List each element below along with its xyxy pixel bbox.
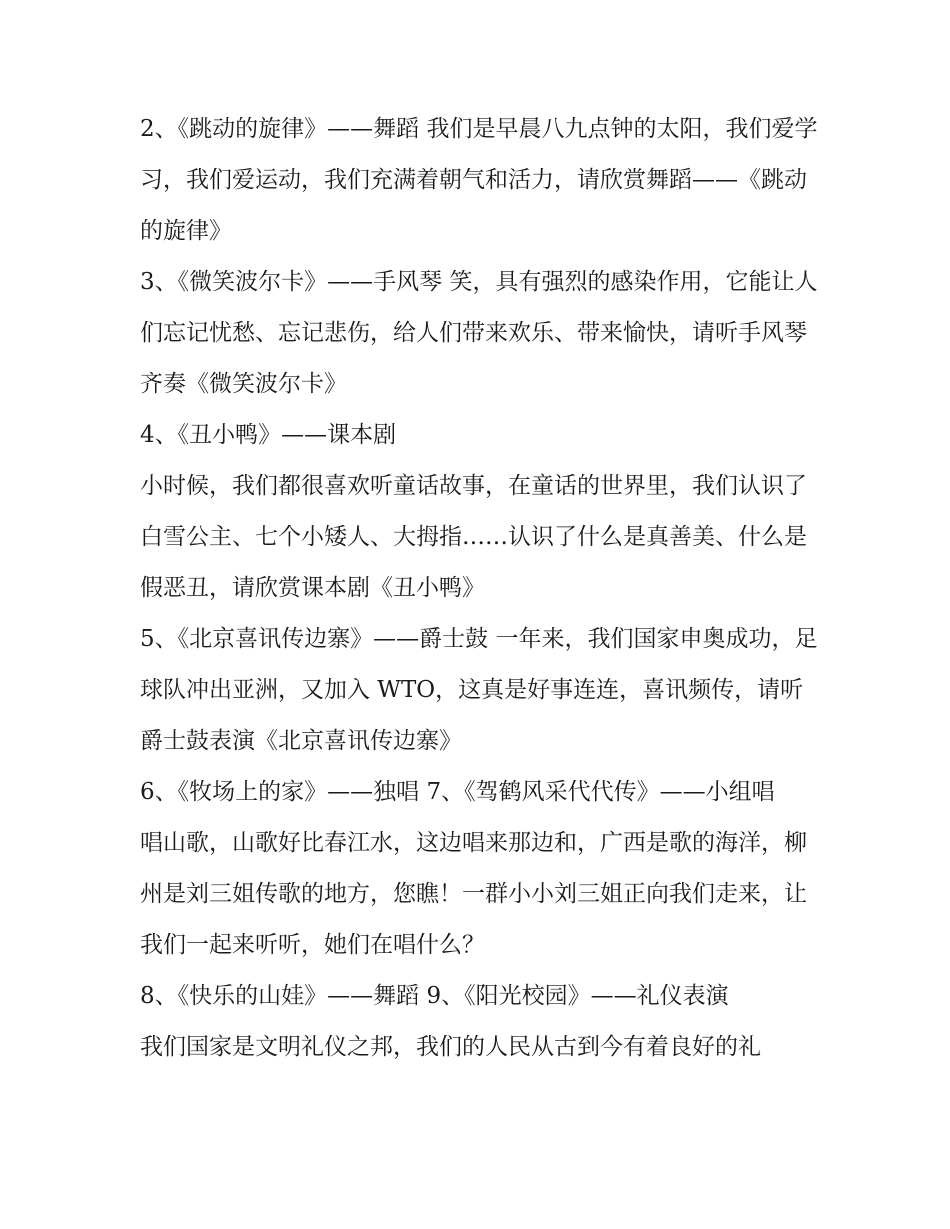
paragraph-dance-rhythm: 2、《跳动的旋律》——舞蹈 我们是早晨八九点钟的太阳，我们爱学习，我们爱运动，我们充满着朝气和活力，请欣赏舞蹈——《跳动的旋律》 xyxy=(140,116,818,244)
paragraph-folk-song-intro: 唱山歌，山歌好比春江水，这边唱来那边和，广西是歌的海洋，柳州是刘三姐传歌的地方，您瞧！一群小小刘三姐正向我们走来，让我们一起来听听，她们在唱什么？ xyxy=(140,830,807,958)
paragraph-solo-group-song: 6、《牧场上的家》——独唱 7、《驾鹤风采代代传》——小组唱 xyxy=(140,779,775,805)
paragraph-etiquette-intro: 我们国家是文明礼仪之邦，我们的人民从古到今有着良好的礼 xyxy=(140,1034,761,1060)
paragraph-ugly-duckling-title: 4、《丑小鸭》——课本剧 xyxy=(140,422,397,448)
document-page xyxy=(140,104,820,1073)
paragraph-dance-etiquette: 8、《快乐的山娃》——舞蹈 9、《阳光校园》——礼仪表演 xyxy=(140,983,729,1009)
paragraph-accordion-polka: 3、《微笑波尔卡》——手风琴 笑，具有强烈的感染作用，它能让人们忘记忧愁、忘记悲伤，给人们带来欢乐、带来愉快，请听手风琴齐奏《微笑波尔卡》 xyxy=(140,269,818,397)
paragraph-jazz-drum: 5、《北京喜讯传边寨》——爵士鼓 一年来，我们国家申奥成功，足球队冲出亚洲，又加入 WTO，这真是好事连连，喜讯频传，请听爵士鼓表演《北京喜讯传边寨》 xyxy=(140,626,818,754)
paragraph-ugly-duckling-intro: 小时候，我们都很喜欢听童话故事，在童话的世界里，我们认识了白雪公主、七个小矮人、大拇指……认识了什么是真善美、什么是假恶丑，请欣赏课本剧《丑小鸭》 xyxy=(140,473,807,601)
